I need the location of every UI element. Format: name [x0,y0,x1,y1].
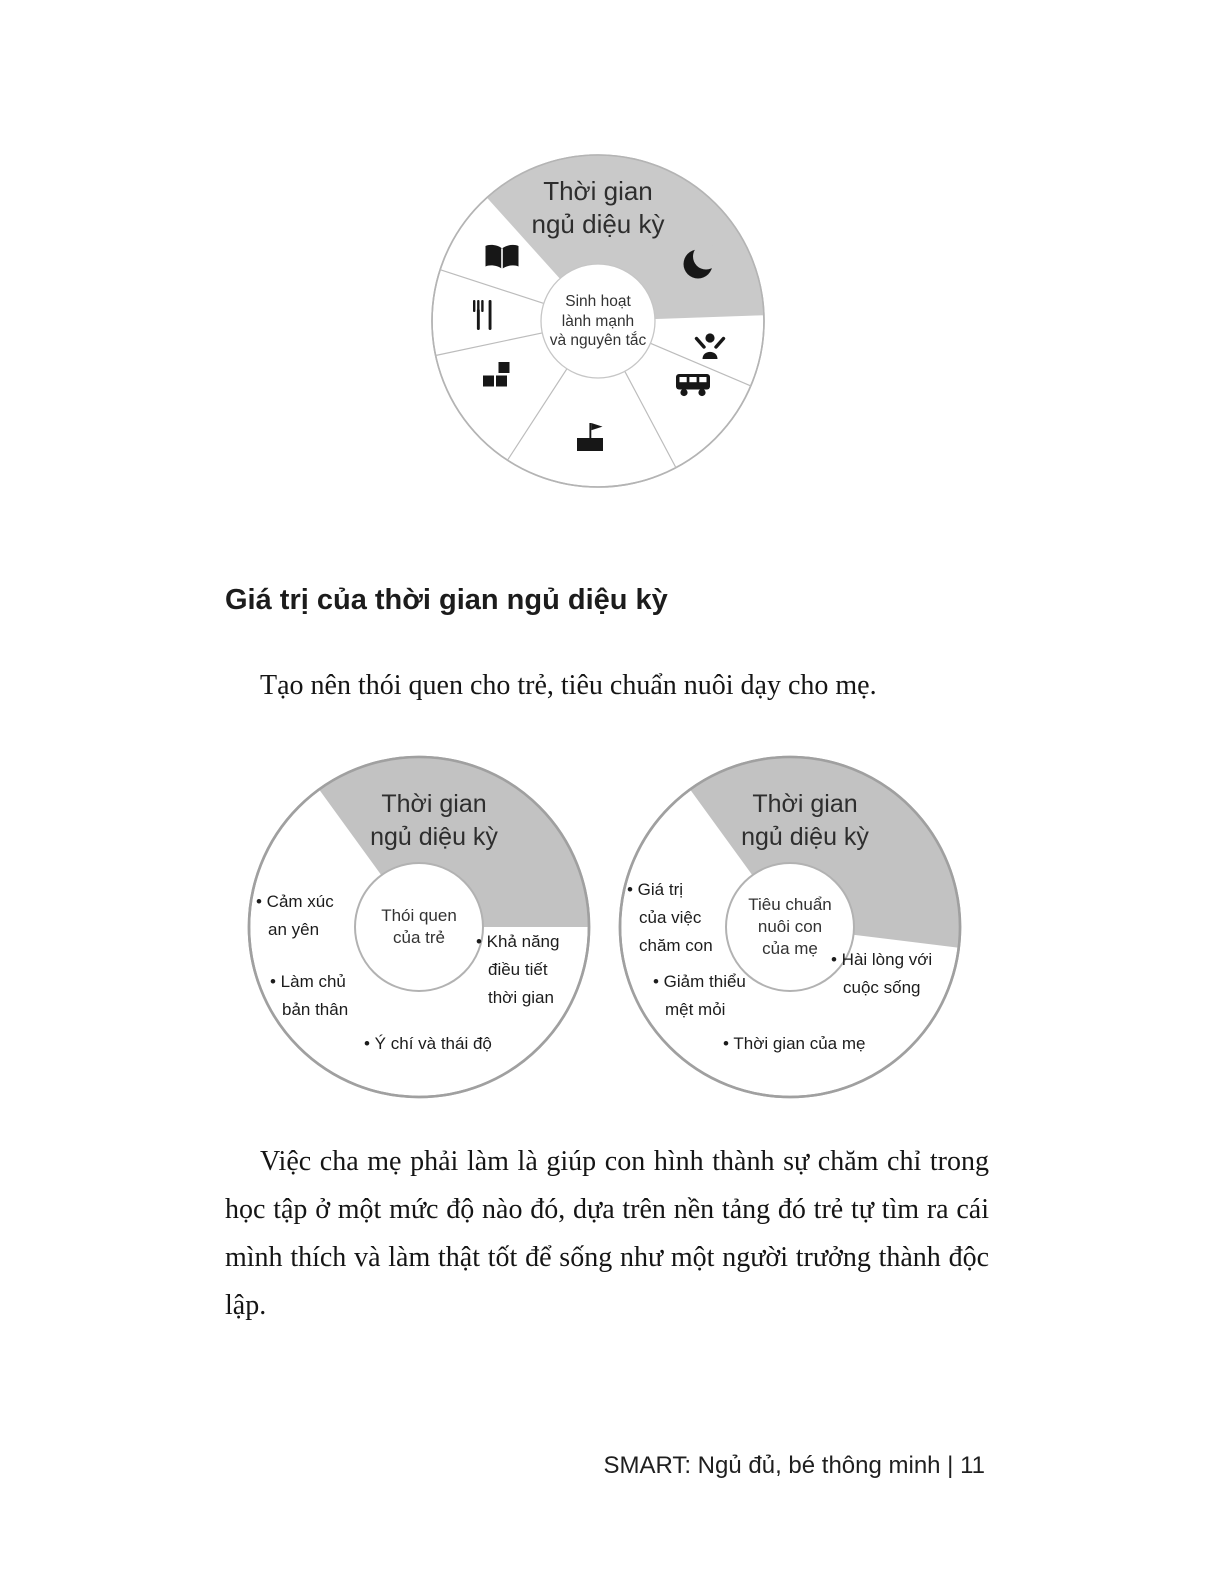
section-heading: Giá trị của thời gian ngủ diệu kỳ [225,584,668,616]
page-footer: SMART: Ngủ đủ, bé thông minh | 11 [603,1452,985,1479]
wheel-title: Thời gian ngủ diệu kỳ [370,790,498,851]
mother-standards-wheel-diagram [615,752,965,1102]
body-paragraph: Việc cha mẹ phải làm là giúp con hình thành sự chăm chỉ trong học tập ở một mức độ nào đó, dựa trên nền tảng đó trẻ tự tìm ra cái mình thích và làm thật tốt để sống như một người trưởng thành độc lập. [225,1146,989,1321]
bullet-calm-emotions: • Cảm xúc an yên [256,892,334,939]
bullet-self-control: • Làm chủ bản thân [270,972,349,1019]
child-habits-wheel-diagram [244,752,594,1102]
wheel-title: Thời gian ngủ diệu kỳ [741,790,869,851]
wheel-hub-label: Sinh hoạt lành mạnh và nguyên tắc [549,292,647,349]
bullet-mothers-time: • Thời gian của mẹ [723,1034,866,1053]
wheel-hub-label: Thói quen của trẻ [381,906,457,947]
lead-paragraph: Tạo nên thói quen cho trẻ, tiêu chuẩn nuôi dạy cho mẹ. [260,670,877,701]
bullet-childcare-value: • Giá trị của việc chăm con [627,880,713,955]
wheel-title: Thời gian ngủ diệu kỳ [531,176,665,239]
bullet-will-attitude: • Ý chí và thái độ [364,1034,492,1053]
book-icon [486,245,519,269]
bullet-less-fatigue: • Giảm thiểu mệt mỏi [653,972,746,1019]
bullet-life-satisfaction: • Hài lòng với cuộc sống [831,950,933,997]
sleep-time-wheel-diagram [428,151,768,491]
wheel-hub-label: Tiêu chuẩn nuôi con của mẹ [748,895,832,958]
bullet-time-regulation: • Khả năng điều tiết thời gian [476,932,560,1007]
